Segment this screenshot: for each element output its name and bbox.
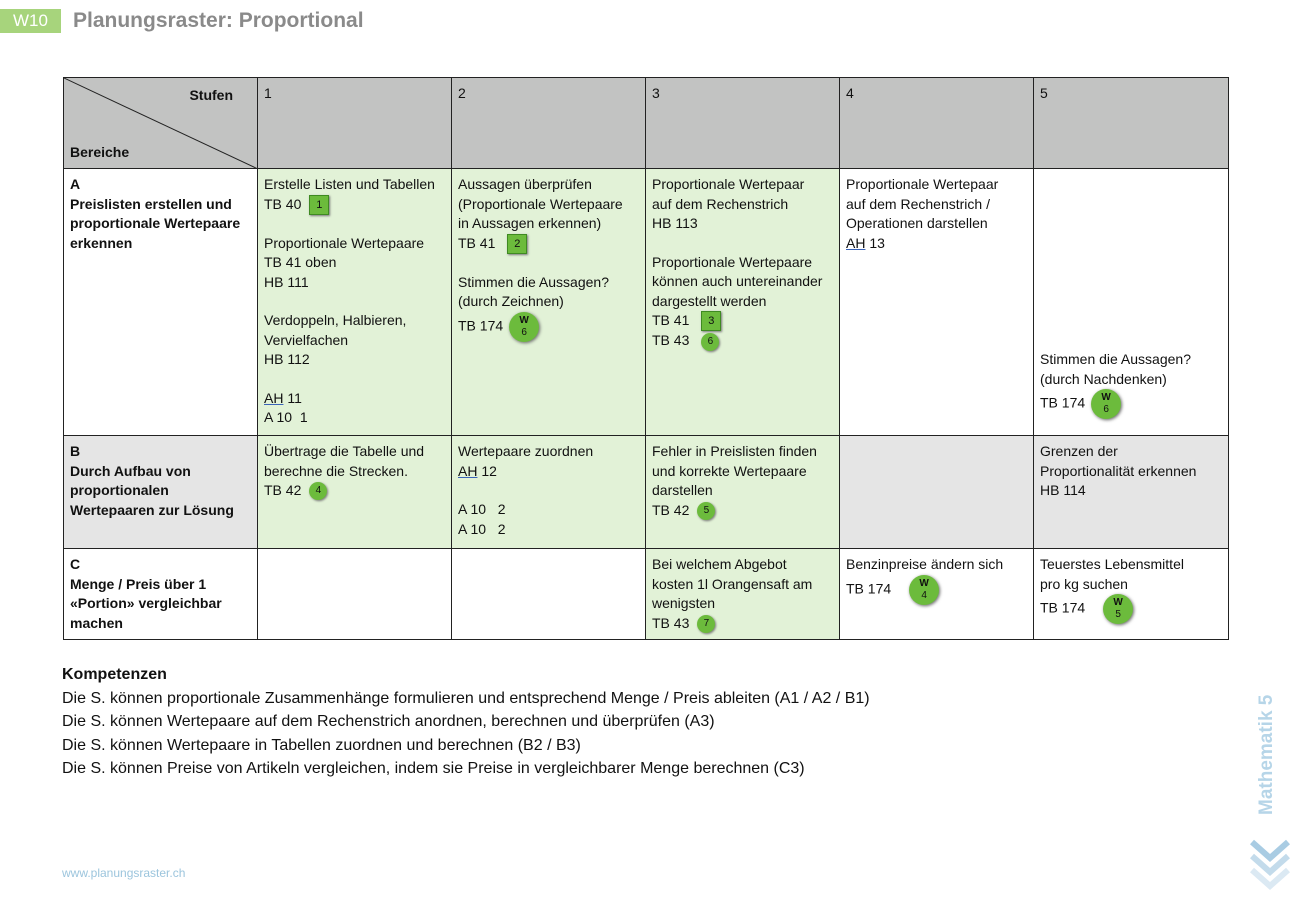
- area-title: Preislisten erstellen und proportionale Wertepaare erkennen: [70, 195, 241, 251]
- area-title: Durch Aufbau von proportionalen Wertepaaren zur Lösung: [70, 462, 234, 518]
- cell-text: pro kg suchen: [1040, 575, 1128, 592]
- ref-text: 13: [869, 234, 885, 251]
- cell-text: Proportionale Wertepaar: [652, 176, 805, 192]
- competence-line: Die S. können Preise von Artikeln vergleichen, indem sie Preise in vergleichbarer Menge berechnen (C3): [62, 760, 805, 777]
- ah-abbreviation: AH: [458, 462, 478, 479]
- ah-abbreviation: AH: [846, 234, 866, 251]
- cell-text: berechne die Strecken.: [264, 462, 408, 479]
- cell-text: auf dem Rechenstrich /: [846, 195, 990, 212]
- task-circle-marker: 5: [697, 502, 715, 520]
- chevron-down-icon: [1249, 838, 1291, 898]
- cell-ref: [264, 481, 445, 501]
- cell-b4: [840, 436, 1034, 549]
- cell-c4: [840, 549, 1034, 640]
- ref-text: TB 41: [652, 312, 690, 328]
- areas-label: Bereiche: [70, 143, 130, 160]
- area-letter: B: [70, 443, 81, 459]
- ah-abbreviation: AH: [264, 389, 284, 406]
- cell-ref: [458, 312, 639, 342]
- cell-ref: [1040, 389, 1222, 419]
- cell-ref: [652, 501, 833, 521]
- cell-c1: [258, 549, 452, 640]
- planning-grid: [63, 77, 1229, 640]
- area-title: Menge / Preis über 1 «Portion» vergleichbar machen: [70, 575, 222, 631]
- cell-text: Erstelle Listen und Tabellen: [264, 176, 435, 192]
- cell-text: wenigsten: [652, 595, 716, 611]
- ref-text: TB 42: [264, 482, 302, 498]
- cell-ref: [264, 408, 445, 428]
- cell-text: (Proportionale Wertepaare: [458, 195, 623, 212]
- competences-section: [62, 663, 870, 781]
- ref-text: A 10: [458, 501, 487, 517]
- cell-text: Stimmen die Aussagen?: [1040, 351, 1191, 367]
- table-row: [64, 549, 1229, 640]
- ref-text: HB 113: [652, 215, 698, 231]
- cell-ref: [846, 575, 1027, 605]
- cell-text: dargestellt werden: [652, 292, 767, 309]
- marker-letter: W: [1113, 597, 1123, 608]
- cell-a1: [258, 169, 452, 436]
- cell-b2: [452, 436, 646, 549]
- cell-ref: [264, 195, 445, 215]
- marker-letter: W: [919, 577, 929, 589]
- cell-text: Grenzen der: [1040, 443, 1118, 459]
- level-header-4: 4: [840, 78, 1034, 169]
- ref-text: TB 174: [1040, 394, 1086, 411]
- cell-text: Teuerstes Lebensmittel: [1040, 556, 1184, 572]
- cell-b3: [646, 436, 840, 549]
- ref-text: 12: [481, 462, 497, 479]
- table-row: [64, 169, 1229, 436]
- cell-ref: [458, 500, 639, 520]
- cell-a2: [452, 169, 646, 436]
- cell-ref: [1040, 594, 1222, 624]
- level-header-3: 3: [646, 78, 840, 169]
- level-header-5: 5: [1034, 78, 1229, 169]
- ref-text: TB 41: [458, 234, 496, 251]
- ref-text: TB 42: [652, 501, 690, 518]
- page-header: [0, 8, 364, 34]
- task-square-marker: 3: [701, 311, 721, 331]
- cell-text: können auch untereinander: [652, 273, 823, 289]
- workshop-circle-marker: [509, 312, 539, 342]
- marker-letter: W: [1101, 392, 1111, 403]
- cell-text: (durch Nachdenken): [1040, 370, 1167, 387]
- marker-letter: W: [519, 314, 529, 326]
- ref-text: TB 43: [652, 332, 690, 349]
- cell-text: kosten 1l Orangensaft am: [652, 575, 813, 592]
- area-label-a: [64, 169, 258, 436]
- ref-text: TB 174: [458, 317, 504, 334]
- area-letter: C: [70, 556, 81, 572]
- cell-text: in Aussagen erkennen): [458, 215, 602, 231]
- cell-text: darstellen: [652, 482, 713, 498]
- workshop-circle-marker: [1091, 389, 1121, 419]
- marker-number: 4: [921, 589, 927, 601]
- ref-text: 2: [497, 520, 506, 537]
- task-circle-marker: 6: [701, 333, 719, 351]
- marker-number: 6: [1103, 404, 1109, 415]
- ref-text: TB 41 oben: [264, 254, 337, 271]
- competences-heading: Kompetenzen: [62, 666, 167, 683]
- ref-text: HB 112: [264, 351, 310, 368]
- cell-b5: [1034, 436, 1229, 549]
- footer-url[interactable]: www.planungsraster.ch: [62, 866, 186, 880]
- page-title: Planungsraster: Proportional: [73, 9, 364, 32]
- cell-text: Proportionale Wertepaare: [264, 234, 425, 251]
- cell-text: Aussagen überprüfen: [458, 176, 592, 192]
- workshop-circle-marker: [909, 575, 939, 605]
- marker-number: 6: [521, 326, 527, 338]
- cell-text: Übertrage die Tabelle und: [264, 443, 425, 459]
- cell-text: Wertepaare zuordnen: [458, 443, 594, 459]
- workshop-circle-marker: [1103, 594, 1133, 624]
- competence-line: Die S. können proportionale Zusammenhänge formulieren und entsprechend Menge / Preis ableiten (A1 / A2 / B1): [62, 689, 870, 707]
- competence-line: Die S. können Wertepaare auf dem Rechenstrich anordnen, berechnen und überprüfen (A3): [62, 713, 715, 730]
- cell-a4: [840, 169, 1034, 436]
- levels-label: Stufen: [189, 87, 233, 103]
- table-row: [64, 436, 1229, 549]
- task-circle-marker: 7: [697, 615, 715, 633]
- cell-ref: [652, 311, 833, 331]
- cell-ref: [458, 462, 639, 482]
- cell-a5: [1034, 169, 1229, 436]
- cell-text: Benzinpreise ändern sich: [846, 556, 1004, 572]
- cell-text: Proportionale Wertepaar: [846, 176, 999, 192]
- cell-text: Proportionale Wertepaare: [652, 253, 813, 270]
- cell-text: Proportionalität erkennen: [1040, 462, 1197, 479]
- cell-text: Verdoppeln, Halbieren,: [264, 312, 407, 329]
- side-label: Mathematik 5: [1256, 694, 1277, 815]
- task-circle-marker: 4: [309, 482, 327, 500]
- cell-text: Vervielfachen: [264, 331, 349, 348]
- ref-text: A 10: [264, 409, 293, 426]
- unit-badge: W10: [0, 9, 61, 33]
- cell-c5: [1034, 549, 1229, 640]
- ref-text: TB 174: [846, 580, 892, 597]
- ref-text: 2: [497, 501, 506, 517]
- cell-text: Bei welchem Abgebot: [652, 556, 787, 572]
- marker-number: 5: [1115, 609, 1121, 620]
- ref-text: TB 43: [652, 614, 690, 631]
- ref-text: TB 40: [264, 195, 302, 212]
- cell-ref: [264, 389, 445, 409]
- cell-text: und korrekte Wertepaare: [652, 462, 807, 479]
- ref-text: 11: [287, 389, 302, 406]
- cell-ref: [458, 234, 639, 254]
- cell-ref: [846, 234, 1027, 254]
- task-square-marker: 2: [507, 234, 527, 254]
- cell-text: Operationen darstellen: [846, 215, 988, 231]
- task-square-marker: 1: [309, 195, 329, 215]
- cell-text: Fehler in Preislisten finden: [652, 443, 817, 459]
- cell-b1: [258, 436, 452, 549]
- ref-text: A 10: [458, 520, 487, 537]
- cell-c2: [452, 549, 646, 640]
- cell-ref: [652, 614, 833, 634]
- cell-c3: [646, 549, 840, 640]
- cell-a3: [646, 169, 840, 436]
- corner-cell: [64, 78, 258, 169]
- area-letter: A: [70, 176, 81, 192]
- level-header-1: 1: [258, 78, 452, 169]
- ref-text: TB 174: [1040, 599, 1086, 616]
- area-label-b: [64, 436, 258, 549]
- ref-text: 1: [299, 409, 308, 426]
- ref-text: HB 114: [1040, 482, 1086, 498]
- cell-text: auf dem Rechenstrich: [652, 195, 789, 212]
- cell-text: (durch Zeichnen): [458, 293, 564, 310]
- competence-line: Die S. können Wertepaare in Tabellen zuordnen und berechnen (B2 / B3): [62, 736, 581, 754]
- cell-text: Stimmen die Aussagen?: [458, 273, 609, 290]
- cell-ref: [458, 520, 639, 540]
- area-label-c: [64, 549, 258, 640]
- cell-ref: [652, 331, 833, 351]
- ref-text: HB 111: [264, 273, 309, 290]
- level-header-2: 2: [452, 78, 646, 169]
- levels-header-row: [64, 78, 1229, 169]
